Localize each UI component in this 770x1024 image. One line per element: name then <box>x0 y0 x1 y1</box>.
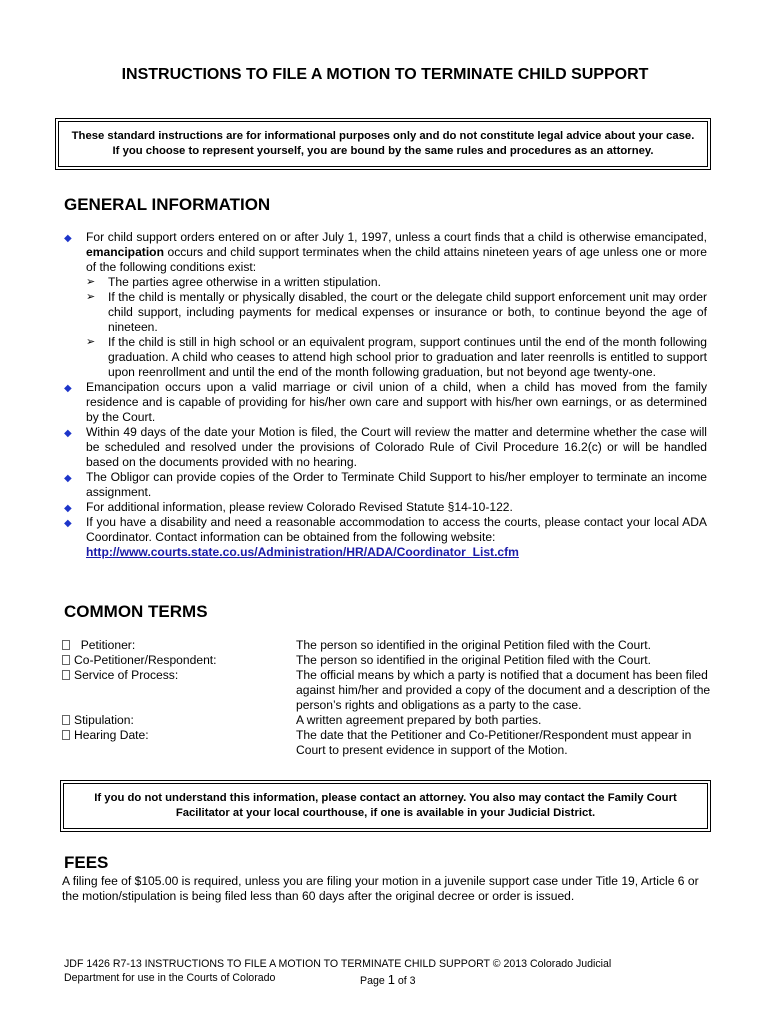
disclaimer-box <box>55 118 711 170</box>
diamond-bullet-icon: ◆ <box>64 503 72 514</box>
arrow-bullet-icon: ➢ <box>86 336 96 348</box>
term-row <box>62 668 712 713</box>
term-name: Co-Petitioner/Respondent: <box>74 653 217 667</box>
sub-list-item: ➢ If the child is mentally or physically disabled, the court or the delegate child support enforcement unit may order child support, including payments for medical expenses or insurance or both, to continue beyond the age of nineteen. <box>86 290 707 334</box>
ada-coordinator-link[interactable]: http://www.courts.state.co.us/Administration/HR/ADA/Coordinator_List.cfm <box>86 545 519 559</box>
fees-heading: FEES <box>64 853 109 872</box>
diamond-bullet-icon: ◆ <box>64 428 72 439</box>
term-row <box>62 638 712 653</box>
term-name: Hearing Date: <box>74 728 149 742</box>
general-information-list <box>62 230 707 560</box>
term-definition: The date that the Petitioner and Co-Petitioner/Respondent must appear in Court to present evidence in support of the Motion. <box>296 728 692 757</box>
attorney-notice-box <box>60 780 711 832</box>
term-definition: The official means by which a party is notified that a document has been filed against him/her and provided a copy of the document and a description of the person’s rights and obligations as a party to the case. <box>296 668 711 712</box>
checkbox-glyph-icon <box>62 655 70 665</box>
arrow-bullet-icon: ➢ <box>86 291 96 303</box>
term-name: Service of Process: <box>74 668 179 682</box>
list-item: ◆ For additional information, please review Colorado Revised Statute §14-10-122. <box>64 500 513 514</box>
term-definition: A written agreement prepared by both parties. <box>296 713 542 727</box>
footer-form-id: JDF 1426 R7-13 INSTRUCTIONS TO FILE A MOTION TO TERMINATE CHILD SUPPORT © 2013 Colorado Judicial <box>64 958 612 970</box>
checkbox-glyph-icon <box>62 640 70 650</box>
term-definition: The person so identified in the original Petition filed with the Court. <box>296 653 651 667</box>
term-row <box>62 653 712 668</box>
arrow-bullet-icon: ➢ <box>86 276 96 288</box>
footer-department: Department for use in the Courts of Colorado <box>64 972 276 984</box>
disclaimer-text: These standard instructions are for informational purposes only and do not constitute legal advice about your case. If you choose to represent yourself, you are bound by the same rules and procedures as an attorney. <box>58 121 708 167</box>
diamond-bullet-icon: ◆ <box>64 233 72 244</box>
term-row <box>62 713 712 728</box>
document-title: INSTRUCTIONS TO FILE A MOTION TO TERMINATE CHILD SUPPORT <box>121 66 649 83</box>
list-item: ◆ Within 49 days of the date your Motion is filed, the Court will review the matter and determine whether the case will be scheduled and resolved under the provisions of Colorado Rule of Civil Procedure 16.2(c) or will be handled based on the documents provided with no hearing. <box>64 425 707 469</box>
checkbox-glyph-icon <box>62 715 70 725</box>
list-item: ◆ Emancipation occurs upon a valid marriage or civil union of a child, when a child has moved from the family residence and is capable of providing for his/her own care and support with his/her own earnings, or as determined by the Court. <box>64 380 707 424</box>
diamond-bullet-icon: ◆ <box>64 383 72 394</box>
list-item: ◆ For child support orders entered on or after July 1, 1997, unless a court finds that a child is otherwise emancipated, emancipation occurs and child support terminates when the child attains nineteen years of age unless one or more of the following conditions exist: <box>64 230 707 274</box>
common-terms-heading: COMMON TERMS <box>64 602 208 621</box>
attorney-notice-text: If you do not understand this information, please contact an attorney. You also may contact the Family Court Facilitator at your local courthouse, if one is available in your Judicial District. <box>63 783 708 829</box>
term-row <box>62 728 712 758</box>
term-name: Stipulation: <box>74 713 134 727</box>
page-number: Page 1 of 3 <box>360 972 416 987</box>
fees-text: A filing fee of $105.00 is required, unless you are filing your motion in a juvenile support case under Title 19, Article 6 or the motion/stipulation is being filed less than 60 days after the original decree or order is issued. <box>62 874 699 903</box>
checkbox-glyph-icon <box>62 730 70 740</box>
term-definition: The person so identified in the original Petition filed with the Court. <box>296 638 651 652</box>
checkbox-glyph-icon <box>62 670 70 680</box>
general-information-heading: GENERAL INFORMATION <box>64 195 271 214</box>
sub-list-item: ➢ The parties agree otherwise in a written stipulation. <box>86 275 381 289</box>
list-item: ◆ The Obligor can provide copies of the Order to Terminate Child Support to his/her employer to terminate an income assignment. <box>64 470 707 499</box>
list-item: ◆ If you have a disability and need a reasonable accommodation to access the courts, please contact your local ADA Coordinator. Contact information can be obtained from the following website: http://www.courts.state.co.us/Administration/HR/ADA/Coordinator_List.cfm <box>64 515 707 559</box>
term-name: Petitioner: <box>80 638 136 652</box>
sub-list-item: ➢ If the child is still in high school or an equivalent program, support continues until the end of the month following graduation. A child who ceases to attend high school prior to graduation and later reenrolls is entitled to support upon reenrollment and until the end of the month following graduation, but not beyond age twenty-one. <box>86 335 707 379</box>
diamond-bullet-icon: ◆ <box>64 473 72 484</box>
page-footer <box>64 957 714 985</box>
common-terms-list <box>62 638 712 758</box>
diamond-bullet-icon: ◆ <box>64 518 72 529</box>
